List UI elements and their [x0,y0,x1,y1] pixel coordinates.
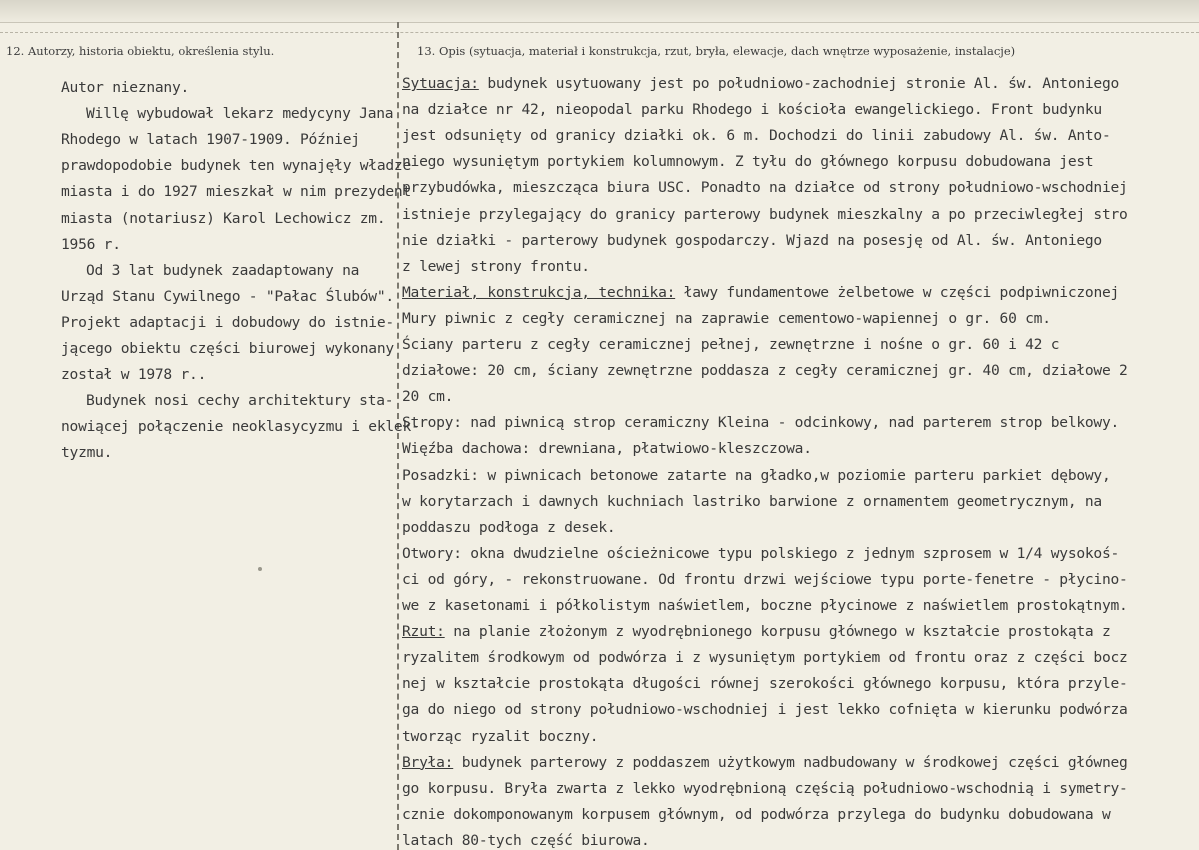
left-text-line: 1956 r. [61,235,121,253]
left-text-line: prawdopodobie budynek ten wynajęły władze [61,157,411,175]
line-text: Więźba dachowa: drewniana, płatwiowo-kleszczowa. [402,440,812,458]
right-text-line [402,701,1128,718]
left-text-line: tyzmu. [61,444,113,462]
line-text: ryzalitem środkowym od podwórza i z wysuniętym portykiem od frontu oraz z części bocz [402,649,1128,667]
right-text-line [402,258,590,275]
left-text-line: został w 1978 r.. [61,366,207,384]
right-text-line [402,336,1059,353]
right-text-line [402,101,1102,118]
line-text: Ściany parteru z cegły ceramicznej pełnej, zewnętrzne i nośne o gr. 60 i 42 c [402,336,1060,353]
section-13-header: 13. Opis (sytuacja, materiał i konstrukcja, rzut, bryła, elewacje, dach wnętrze wyposażenie, instalacje) [417,44,1016,58]
section-label: Bryła: [402,753,454,771]
right-text-line [402,284,1119,301]
line-text: go korpusu. Bryła zwarta z lekko wyodrębnioną częścią południowo-wschodnią i symetry- [402,779,1128,797]
right-text-line [402,440,812,457]
left-text-line: Urząd Stanu Cywilnego - "Pałac Ślubów". [61,287,394,305]
top-edge-band [0,0,1199,23]
paper-mark [258,567,262,571]
line-text: ga do niego od strony południowo-wschodniej i jest lekko cofnięta w kierunku podwórza [402,701,1128,719]
line-text: przybudówka, mieszcząca biura USC. Ponadto na działce od strony południowo-wschodniej [402,179,1128,197]
line-text: Otwory: okna dwudzielne ościeżnicowe typu polskiego z jednym szprosem w 1/4 wysokoś- [402,544,1120,562]
line-text: działowe: 20 cm, ściany zewnętrzne poddasza z cegły ceramicznej gr. 40 cm, działowe 2 [402,362,1128,380]
right-text-line [402,649,1128,666]
line-text: Mury piwnic z cegły ceramicznej na zaprawie cementowo-wapiennej o gr. 60 cm. [402,309,1051,327]
right-text-line [402,519,615,536]
right-text-line [402,467,1111,484]
line-text: 20 cm. [402,388,454,406]
line-text: na planie złożonym z wyodrębnionego korpusu głównego w kształcie prostokąta z [444,623,1111,641]
line-text: budynek usytuowany jest po południowo-zachodniej stronie Al. św. Antoniego [478,75,1120,92]
line-text: na działce nr 42, nieopodal parku Rhodego i kościoła ewangelickiego. Front budynku [402,101,1102,119]
right-text-line [402,780,1128,797]
right-text-line [402,675,1128,692]
line-text: jest odsunięty od granicy działki ok. 6 m. Dochodzi do linii zabudowy Al. św. Anto- [402,127,1111,145]
line-text: latach 80-tych część biurowa. [402,831,650,849]
right-text-line [402,153,1093,170]
line-text: nie działki - parterowy budynek gospodarczy. Wjazd na posesję od Al. św. Antoniego [402,231,1102,249]
line-text: w korytarzach i dawnych kuchniach lastriko barwione z ornamentem geometrycznym, na [402,492,1102,510]
right-text-line [402,232,1102,249]
line-text: poddaszu podłoga z desek. [402,518,616,536]
right-text-line [402,388,453,405]
left-text-line: Projekt adaptacji i dobudowy do istnie- [61,313,394,331]
line-text: istnieje przylegający do granicy parterowy budynek mieszkalny a po przeciwległej stro [402,205,1128,223]
right-text-line [402,206,1128,223]
column-divider [397,22,399,850]
right-text-line [402,597,1128,614]
left-text-line: Willę wybudował lekarz medycyny Jana [86,105,394,123]
line-text: cznie dokomponowanym korpusem głównym, od podwórza przylega do budynku dobudowana w [402,805,1111,823]
right-text-line [402,728,598,745]
right-text-line [402,623,1111,640]
right-text-line [402,179,1128,196]
line-text: we z kasetonami i półkolistym naświetlem, boczne płycinowe z naświetlem prostokątnym. [402,597,1128,614]
left-text-line: Budynek nosi cechy architektury sta- [86,392,394,410]
line-text: budynek parterowy z poddaszem użytkowym nadbudowany w środkowej części główneg [453,753,1128,771]
line-text: ławy fundamentowe żelbetowe w części podpiwniczonej [675,283,1120,301]
left-text-line: Od 3 lat budynek zaadaptowany na [86,261,360,279]
left-text-line: Autor nieznany. [61,79,190,96]
right-text-line [402,493,1102,510]
right-text-line [402,362,1128,379]
right-text-line [402,806,1111,823]
left-text-line: miasta (notariusz) Karol Lechowicz zm. [61,209,386,227]
right-text-line [402,832,650,849]
right-text-line [402,414,1119,431]
section-label: Sytuacja: [402,75,479,92]
header-rule [0,32,1199,33]
right-text-line [402,75,1119,92]
right-text-line [402,127,1111,144]
left-text-line: Rhodego w latach 1907-1909. Później [61,131,360,149]
line-text: nej w kształcie prostokąta długości równej szerokości głównego korpusu, która przyle- [402,675,1128,693]
section-label: Rzut: [402,623,445,641]
line-text: tworząc ryzalit boczny. [402,727,599,745]
right-text-line [402,571,1128,588]
section-12-header: 12. Autorzy, historia obiektu, określenia stylu. [6,44,275,58]
line-text: Stropy: nad piwnicą strop ceramiczny Kleina - odcinkowy, nad parterem strop belkowy. [402,414,1120,432]
left-text-line: miasta i do 1927 mieszkał w nim prezydent [61,183,411,201]
right-text-line [402,754,1128,771]
right-text-line [402,310,1051,327]
line-text: Posadzki: w piwnicach betonowe zatarte na gładko,w poziomie parteru parkiet dębowy, [402,466,1111,484]
right-text-line [402,545,1119,562]
line-text: ci od góry, - rekonstruowane. Od frontu drzwi wejściowe typu porte-fenetre - płycino- [402,570,1128,588]
left-text-line: jącego obiektu części biurowej wykonany [61,340,394,357]
left-text-line: nowiącej połączenie neoklasycyzmu i eklek- [61,418,420,436]
section-label: Materiał, konstrukcja, technika: [402,283,676,301]
line-text: niego wysuniętym portykiem kolumnowym. Z tyłu do głównego korpusu dobudowana jest [402,153,1094,171]
line-text: z lewej strony frontu. [402,257,590,275]
